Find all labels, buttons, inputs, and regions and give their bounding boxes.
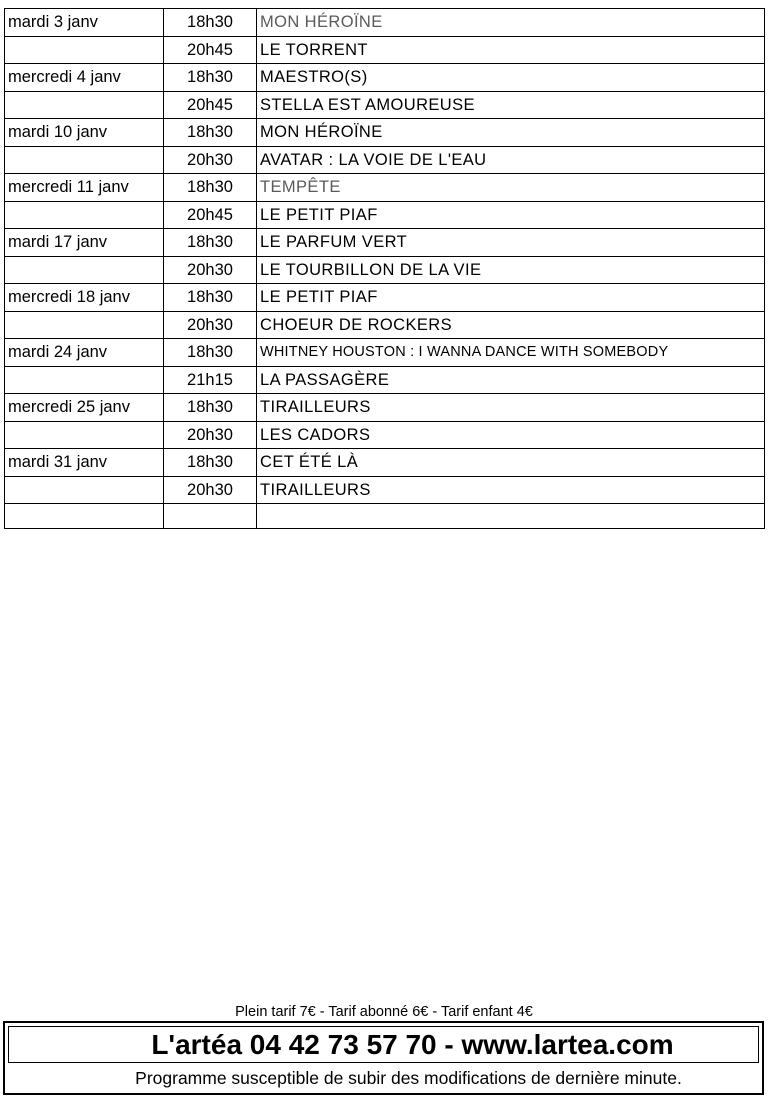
empty-row: [5, 504, 765, 529]
schedule-row: [5, 476, 765, 504]
schedule-row: [5, 449, 765, 477]
schedule-row: [5, 284, 765, 312]
screening-time: 18h30: [164, 64, 257, 92]
schedule-row: [5, 311, 765, 339]
screening-time: 18h30: [164, 9, 257, 37]
empty-cell: [5, 504, 164, 529]
schedule-table: [4, 8, 765, 529]
schedule-row: [5, 146, 765, 174]
disclaimer: Programme susceptible de subir des modifications de dernière minute.: [135, 1068, 682, 1088]
screening-time: 18h30: [164, 119, 257, 147]
schedule-row: [5, 174, 765, 202]
film-title: LE PETIT PIAF: [257, 201, 765, 229]
screening-time: 20h30: [164, 311, 257, 339]
screening-day: [5, 146, 164, 174]
screening-day: [5, 311, 164, 339]
screening-day: mercredi 11 janv: [5, 174, 164, 202]
screening-day: mardi 3 janv: [5, 9, 164, 37]
screening-day: [5, 201, 164, 229]
screening-day: mercredi 18 janv: [5, 284, 164, 312]
screening-time: 18h30: [164, 174, 257, 202]
screening-time: 18h30: [164, 394, 257, 422]
film-title: LE TORRENT: [257, 36, 765, 64]
schedule-row: [5, 9, 765, 37]
schedule-row: [5, 421, 765, 449]
screening-time: 18h30: [164, 449, 257, 477]
screening-day: [5, 36, 164, 64]
film-title: MON HÉROÏNE: [257, 9, 765, 37]
empty-cell: [164, 504, 257, 529]
screening-day: [5, 476, 164, 504]
screening-day: mardi 31 janv: [5, 449, 164, 477]
film-title: LA PASSAGÈRE: [257, 366, 765, 394]
film-title: MON HÉROÏNE: [257, 119, 765, 147]
screening-time: 20h30: [164, 421, 257, 449]
screening-time: 18h30: [164, 339, 257, 367]
screening-day: [5, 256, 164, 284]
schedule-row: [5, 394, 765, 422]
film-title: LE PARFUM VERT: [257, 229, 765, 257]
screening-time: 18h30: [164, 284, 257, 312]
schedule-row: [5, 256, 765, 284]
schedule-row: [5, 36, 765, 64]
schedule-row: [5, 64, 765, 92]
screening-time: 20h45: [164, 201, 257, 229]
film-title: LE PETIT PIAF: [257, 284, 765, 312]
pricing-line: Plein tarif 7€ - Tarif abonné 6€ - Tarif enfant 4€: [235, 1004, 533, 1020]
screening-time: 20h45: [164, 91, 257, 119]
schedule-body: [5, 9, 765, 529]
film-title: TIRAILLEURS: [257, 394, 765, 422]
film-title: LES CADORS: [257, 421, 765, 449]
schedule-row: [5, 339, 765, 367]
screening-time: 20h30: [164, 146, 257, 174]
schedule-row: [5, 229, 765, 257]
film-title: WHITNEY HOUSTON : I WANNA DANCE WITH SOMEBODY: [257, 339, 765, 367]
empty-cell: [257, 504, 765, 529]
screening-day: [5, 421, 164, 449]
screening-day: mardi 24 janv: [5, 339, 164, 367]
screening-day: mercredi 25 janv: [5, 394, 164, 422]
schedule-row: [5, 119, 765, 147]
film-title: MAESTRO(S): [257, 64, 765, 92]
footer-box: [3, 1021, 764, 1095]
schedule-row: [5, 91, 765, 119]
film-title: AVATAR : LA VOIE DE L'EAU: [257, 146, 765, 174]
film-title: CET ÉTÉ LÀ: [257, 449, 765, 477]
contact-info: L'artéa 04 42 73 57 70 - www.lartea.com: [151, 1029, 674, 1060]
screening-time: 20h30: [164, 256, 257, 284]
contact-row: [8, 1026, 759, 1063]
screening-day: mercredi 4 janv: [5, 64, 164, 92]
screening-time: 18h30: [164, 229, 257, 257]
film-title: TIRAILLEURS: [257, 476, 765, 504]
film-title: STELLA EST AMOUREUSE: [257, 91, 765, 119]
schedule-row: [5, 366, 765, 394]
screening-day: mardi 17 janv: [5, 229, 164, 257]
film-title: LE TOURBILLON DE LA VIE: [257, 256, 765, 284]
screening-day: [5, 366, 164, 394]
schedule-row: [5, 201, 765, 229]
film-title: TEMPÊTE: [257, 174, 765, 202]
screening-time: 21h15: [164, 366, 257, 394]
screening-time: 20h45: [164, 36, 257, 64]
screening-day: mardi 10 janv: [5, 119, 164, 147]
screening-day: [5, 91, 164, 119]
screening-time: 20h30: [164, 476, 257, 504]
film-title: CHOEUR DE ROCKERS: [257, 311, 765, 339]
